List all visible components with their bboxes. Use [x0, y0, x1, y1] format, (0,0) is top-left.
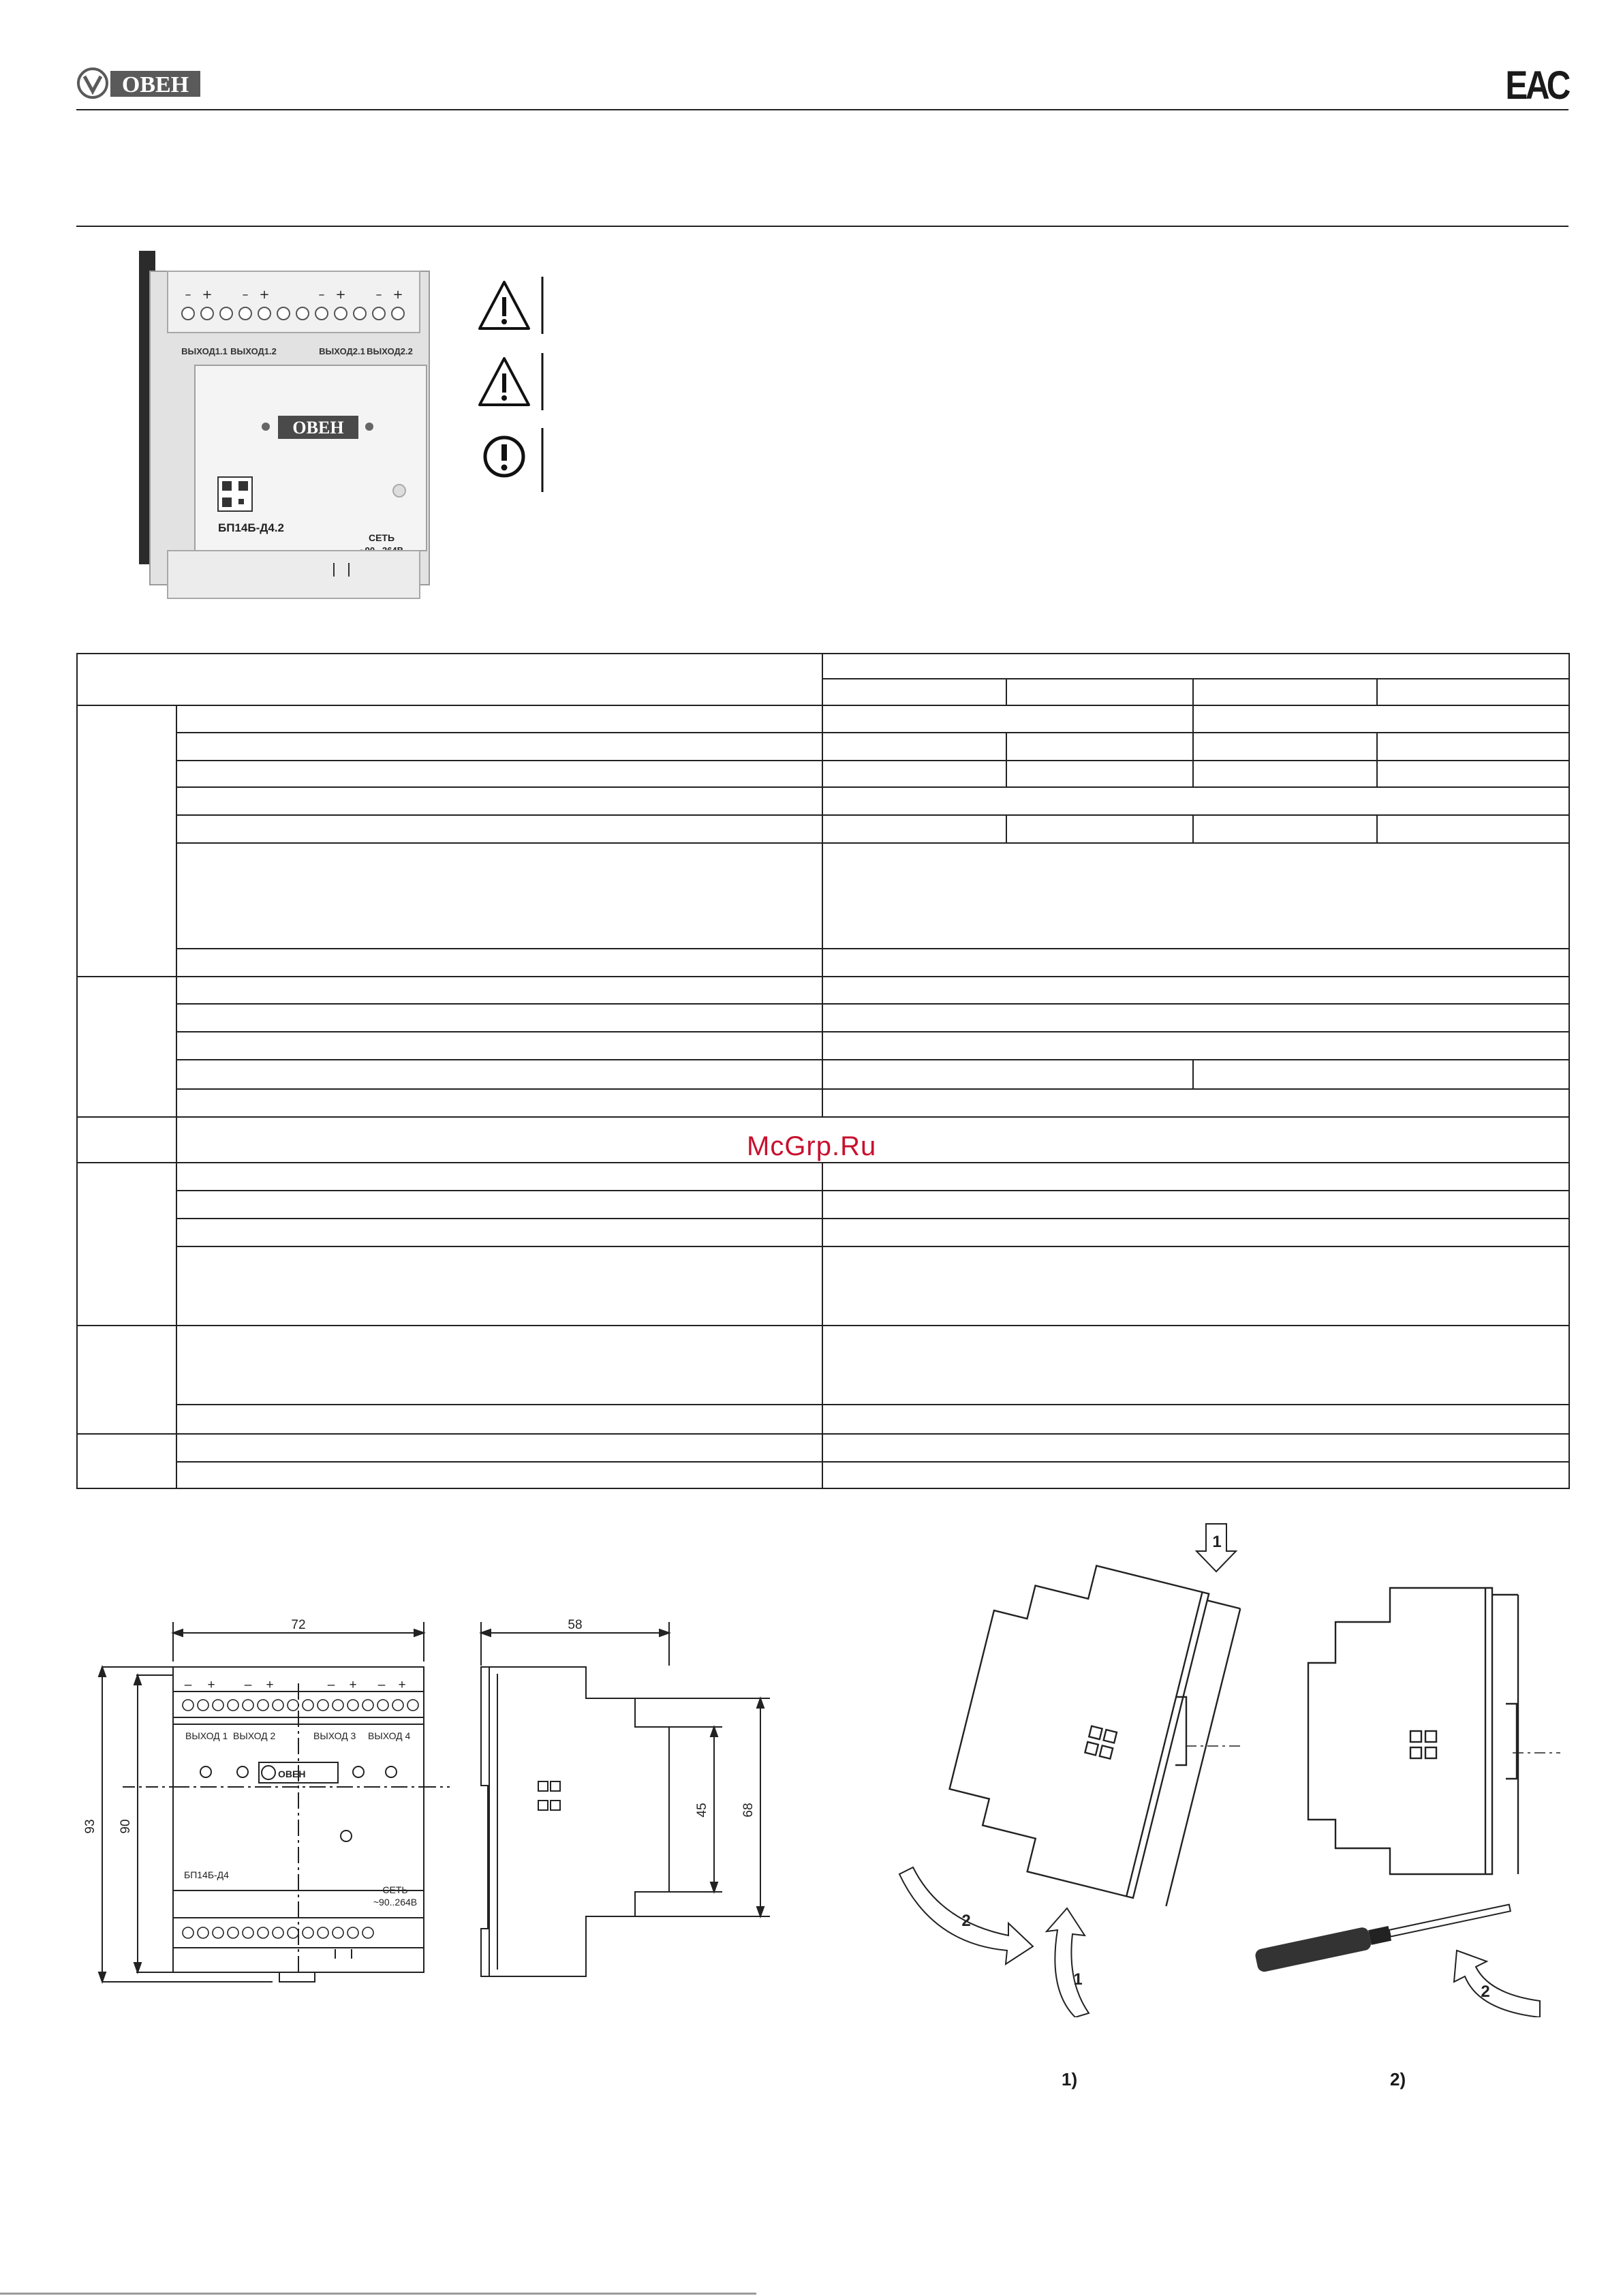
svg-text:ВЫХОД2.2: ВЫХОД2.2 — [367, 346, 413, 356]
group-cell-4 — [77, 1163, 176, 1326]
svg-text:ОВЕН: ОВЕН — [292, 418, 344, 438]
svg-text:–: – — [185, 288, 191, 302]
model-col-4 — [1377, 679, 1569, 705]
header-rule-bottom — [76, 226, 1568, 227]
svg-text:СЕТЬ: СЕТЬ — [368, 532, 395, 543]
svg-text:СЕТЬ: СЕТЬ — [382, 1884, 408, 1895]
svg-text:ОВЕН: ОВЕН — [121, 72, 189, 97]
svg-text:+: + — [392, 288, 403, 302]
front-model-label: БП14Б-Д4 — [184, 1869, 229, 1880]
svg-text:1: 1 — [1212, 1533, 1222, 1551]
warning-icon-1 — [477, 277, 552, 337]
svg-text:+: + — [207, 1678, 215, 1692]
front-dimension-drawing — [82, 1608, 463, 2007]
side-dimension-drawing — [463, 1608, 784, 2007]
height-dim-68: 68 — [741, 1803, 756, 1818]
front-terminal-signs — [185, 1678, 406, 1692]
svg-text:ВЫХОД 3: ВЫХОД 3 — [313, 1730, 356, 1741]
group-cell-2 — [77, 977, 176, 1117]
svg-text:+: + — [202, 288, 213, 302]
svg-text:ВЫХОД1.1: ВЫХОД1.1 — [181, 346, 228, 356]
depth-dim-label: 58 — [568, 1618, 583, 1632]
product-photo — [129, 245, 443, 617]
svg-text:+: + — [398, 1678, 406, 1692]
svg-text:–: – — [244, 1678, 252, 1692]
watermark: McGrp.Ru — [747, 1131, 877, 1161]
group-cell-1 — [77, 705, 176, 977]
height-dim-45: 45 — [695, 1803, 709, 1818]
svg-text:+: + — [259, 288, 270, 302]
header-rule-top — [76, 109, 1568, 110]
svg-text:+: + — [335, 288, 346, 302]
svg-text:2: 2 — [961, 1912, 971, 1930]
inner-height-dim-label: 90 — [119, 1819, 133, 1834]
svg-text:БП14Б-Д4.2: БП14Б-Д4.2 — [218, 521, 284, 534]
svg-text:–: – — [318, 288, 325, 302]
svg-text:1: 1 — [1073, 1970, 1083, 1989]
model-col-2 — [1006, 679, 1193, 705]
mounting-step-1-label: 1) — [1062, 2069, 1078, 2090]
mounting-diagram — [886, 1499, 1567, 2021]
svg-text:ВЫХОД 1: ВЫХОД 1 — [185, 1730, 228, 1741]
outer-height-dim-label: 93 — [83, 1819, 97, 1834]
group-cell-5 — [77, 1326, 176, 1434]
attention-icon — [482, 428, 557, 497]
svg-text:ВЫХОД2.1: ВЫХОД2.1 — [319, 346, 365, 356]
width-dim-label: 72 — [291, 1618, 306, 1632]
svg-text:ВЫХОД 2: ВЫХОД 2 — [233, 1730, 276, 1741]
model-col-3 — [1193, 679, 1377, 705]
svg-text:–: – — [327, 1678, 335, 1692]
eac-mark: ЕАС — [1505, 63, 1568, 108]
svg-text:+: + — [349, 1678, 357, 1692]
brand-logo — [76, 67, 206, 104]
svg-text:ВЫХОД1.2: ВЫХОД1.2 — [230, 346, 277, 356]
svg-text:–: – — [242, 288, 249, 302]
svg-text:2: 2 — [1481, 1983, 1490, 2001]
svg-text:ВЫХОД 4: ВЫХОД 4 — [368, 1730, 411, 1741]
group-cell-6 — [77, 1434, 176, 1488]
spec-table — [76, 653, 1570, 1489]
warning-icon-2 — [477, 353, 552, 414]
table-header-models — [822, 654, 1569, 679]
svg-text:+: + — [266, 1678, 274, 1692]
mounting-step-2-label: 2) — [1390, 2069, 1406, 2090]
group-cell-3 — [77, 1117, 176, 1163]
model-col-1 — [822, 679, 1006, 705]
svg-text:–: – — [375, 288, 382, 302]
svg-text:–: – — [377, 1678, 386, 1692]
table-header-param — [77, 654, 822, 705]
svg-text:ОВЕН: ОВЕН — [278, 1769, 306, 1779]
svg-text:~90..264В: ~90..264В — [373, 1897, 418, 1908]
footer-rule — [0, 2293, 756, 2295]
svg-text:–: – — [184, 1678, 192, 1692]
